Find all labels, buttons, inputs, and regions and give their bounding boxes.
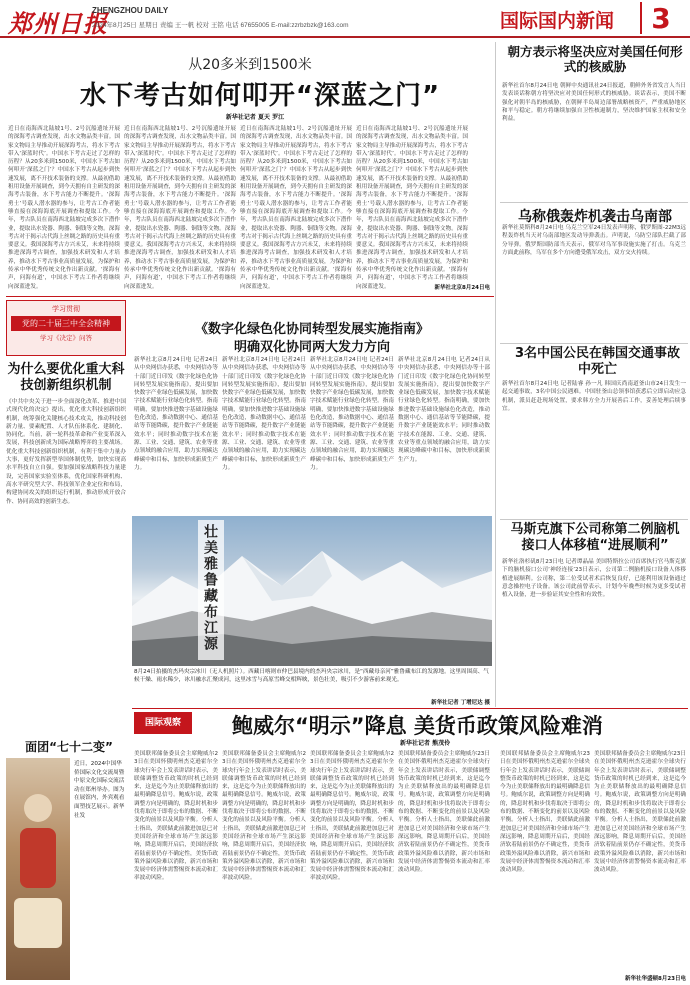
newspaper-logo: 郑州日报	[8, 9, 108, 38]
photo-credit: 新华社记者 丁增尼达 摄	[431, 700, 490, 706]
mian-title: 面团“七十二变”	[25, 740, 113, 754]
glacier-photo-art	[132, 516, 492, 666]
powell-title: 鲍威尔“明示”降息 美货币政策风险难消	[232, 714, 603, 738]
digital-text-col4: 新华社北京8月24日电 记者24日从中央网信办获悉，中央网信办等十部门近日印发《数字化绿色化协同转型发展实施指南》，提出要加快数字产业绿色低碳发展，加快数字技术赋能行业绿色化转型。指南明确，要加快推进数字基础设施绿色化改造，推动数据中心、通信基站等节能降碳，提升数字产业链能效水平；同时推动数字技术在能源、工业、交通、建筑、农业等重点领域的融合应用，助力实现碳达峰碳中和目标，加快形成新质生产力。	[398, 357, 490, 463]
page-number: 3	[640, 2, 680, 34]
powell-text-col5: 美国联邦储备委员会主席鲍威尔23日在美国怀俄明州杰克逊霍尔全球央行年会上发表讲话时表示，美联储调整货币政策的时机已经到来，这是迄今为止美联储释放出的最明确降息信号。鲍威尔说，政策调整方向是明确的，降息时机和步伐将取决于即将公布的数据、不断变化的前景以及风险平衡。分析人士指出，美联储此前激进加息已对美国经济和全球市场产生深远影响，降息周期开启后，美国经济软着陆前景仍存不确定性，美货币政策外溢风险难以消除，新兴市场和发展中经济体需警惕资本流动和汇率波动风险。	[500, 751, 590, 874]
study-badge-bottom: 学习《决定》问答	[40, 334, 92, 342]
dough-photo-art	[6, 758, 70, 980]
powell-text-col2: 美国联邦储备委员会主席鲍威尔23日在美国怀俄明州杰克逊霍尔全球央行年会上发表讲话时表示，美联储调整货币政策的时机已经到来，这是迄今为止美联储释放出的最明确降息信号。鲍威尔说，政策调整方向是明确的，降息时机和步伐将取决于即将公布的数据、不断变化的前景以及风险平衡。分析人士指出，美联储此前激进加息已对美国经济和全球市场产生深远影响，降息周期开启后，美国经济软着陆前景仍存不确定性，美货币政策外溢风险难以消除，新兴市场和发展中经济体需警惕资本流动和汇率波动风险。	[222, 751, 306, 882]
study-text: 《中共中央关于进一步全面深化改革、推进中国式现代化的决定》提出，优化重大科技创新组织机制，统筹强化关键核心技术攻关，推动科技创新力量、要素配置、人才队伍体系化、建制化、协同化。当前，新一轮科技革命和产业变革深入发展，科技创新成为国际战略博弈的主要战场。优化重大科技创新组织机制，有利于集中力量办大事，更好发挥新型举国体制优势，加快实现高水平科技自立自强。要加强国家战略科技力量建设，完善国家实验室体系，优化国家科研机构、高水平研究型大学、科技领军企业定位和布局，构建协同攻关的组织运行机制，推动形成开放合作、协同高效的创新生态。	[6, 399, 126, 505]
lead-text-col3: 近日在南海西北陆坡1号、2号沉船遗址开展的深海考古调查发现，出水文物品类丰富。国家文物局主导推动开展深海考古，将水下考古带入‘深蓝时代’。中国水下考古走过了怎样的历程？从20多米到1500米，中国水下考古如何叩开‘深蓝之门’？中国水下考古从起步到快速发展，离不开技术装备的支撑。从最初借助租用设备开展调查，到今天拥有自主研发的深海考古装备，水下考古能力不断提升。‘深海勇士’号载人潜水器的参与，让考古工作者能够直接在深海海底开展调查和提取工作。今年，考古队员在南海西北陆坡完成多次下潜作业，提取出水瓷器、陶器、铜钱等文物。深海考古对于揭示古代海上丝绸之路的历史具有重要意义。我国深海考古方兴未艾，未来将持续推进深海考古调查，加强技术研发和人才培养，推动水下考古事业高质量发展，为保护和传承中华优秀传统文化作出新贡献。‘探海有声，问海有道’，中国水下考古工作者将继续向深蓝进发。	[240, 126, 352, 290]
lead-byline: 新华社记者 夏天 罗江	[225, 114, 285, 121]
section-divider	[500, 519, 688, 520]
powell-text-col1: 美国联邦储备委员会主席鲍威尔23日在美国怀俄明州杰克逊霍尔全球央行年会上发表讲话时表示，美联储调整货币政策的时机已经到来，这是迄今为止美联储释放出的最明确降息信号。鲍威尔说，政策调整方向是明确的，降息时机和步伐将取决于即将公布的数据、不断变化的前景以及风险平衡。分析人士指出，美联储此前激进加息已对美国经济和全球市场产生深远影响，降息周期开启后，美国经济软着陆前景仍存不确定性，美货币政策外溢风险难以消除，新兴市场和发展中经济体需警惕资本流动和汇率波动风险。	[134, 751, 218, 882]
powell-badge: 国际观察	[134, 712, 192, 734]
newspaper-english-name: ZHENGZHOU DAILY	[92, 6, 169, 15]
news2-title: 乌称俄轰炸机袭击乌南部	[518, 209, 672, 225]
powell-text-col3: 美国联邦储备委员会主席鲍威尔23日在美国怀俄明州杰克逊霍尔全球央行年会上发表讲话时表示，美联储调整货币政策的时机已经到来，这是迄今为止美联储释放出的最明确降息信号。鲍威尔说，政策调整方向是明确的，降息时机和步伐将取决于即将公布的数据、不断变化的前景以及风险平衡。分析人士指出，美联储此前激进加息已对美国经济和全球市场产生深远影响，降息周期开启后，美国经济软着陆前景仍存不确定性，美货币政策外溢风险难以消除，新兴市场和发展中经济体需警惕资本流动和汇率波动风险。	[310, 751, 394, 882]
mian-caption: 近日，2024中国华侨国际文化交流周暨中原文化国际交流活动在郑州举办。图为在展馆内，外宾观看面塑技艺展示。新华社发	[74, 761, 125, 819]
column-divider	[495, 42, 496, 707]
glacier-photo	[132, 516, 492, 666]
lead-text-col4: 近日在南海西北陆坡1号、2号沉船遗址开展的深海考古调查发现，出水文物品类丰富。国家文物局主导推动开展深海考古，将水下考古带入‘深蓝时代’。中国水下考古走过了怎样的历程？从20多米到1500米，中国水下考古如何叩开‘深蓝之门’？中国水下考古从起步到快速发展，离不开技术装备的支撑。从最初借助租用设备开展调查，到今天拥有自主研发的深海考古装备，水下考古能力不断提升。‘深海勇士’号载人潜水器的参与，让考古工作者能够直接在深海海底开展调查和提取工作。今年，考古队员在南海西北陆坡完成多次下潜作业，提取出水瓷器、陶器、铜钱等文物。深海考古对于揭示古代海上丝绸之路的历史具有重要意义。我国深海考古方兴未艾，未来将持续推进深海考古调查，加强技术研发和人才培养，推动水下考古事业高质量发展，为保护和传承中华优秀传统文化作出新贡献。‘探海有声，问海有道’，中国水下考古工作者将继续向深蓝进发。	[356, 126, 468, 290]
digital-text-col3: 新华社北京8月24日电 记者24日从中央网信办获悉，中央网信办等十部门近日印发《数字化绿色化协同转型发展实施指南》，提出要加快数字产业绿色低碳发展，加快数字技术赋能行业绿色化转型。指南明确，要加快推进数字基础设施绿色化改造，推动数据中心、通信基站等节能降碳，提升数字产业链能效水平；同时推动数字技术在能源、工业、交通、建筑、农业等重点领域的融合应用，助力实现碳达峰碳中和目标，加快形成新质生产力。	[310, 357, 394, 471]
powell-text-col6: 美国联邦储备委员会主席鲍威尔23日在美国怀俄明州杰克逊霍尔全球央行年会上发表讲话时表示，美联储调整货币政策的时机已经到来，这是迄今为止美联储释放出的最明确降息信号。鲍威尔说，政策调整方向是明确的，降息时机和步伐将取决于即将公布的数据、不断变化的前景以及风险平衡。分析人士指出，美联储此前激进加息已对美国经济和全球市场产生深远影响，降息周期开启后，美国经济软着陆前景仍存不确定性，美货币政策外溢风险难以消除，新兴市场和发展中经济体需警惕资本流动和汇率波动风险。	[594, 751, 686, 874]
news4-title: 马斯克旗下公司称第二例脑机接口人体移植“进展顺利”	[510, 522, 680, 553]
section-name: 国际国内新闻	[500, 10, 615, 32]
study-badge-main: 党的二十届三中全会精神	[11, 316, 121, 331]
news3-title: 3名中国公民在韩国交通事故中死亡	[514, 346, 681, 377]
powell-text-col4: 美国联邦储备委员会主席鲍威尔23日在美国怀俄明州杰克逊霍尔全球央行年会上发表讲话时表示，美联储调整货币政策的时机已经到来，这是迄今为止美联储释放出的最明确降息信号。鲍威尔说，政策调整方向是明确的，降息时机和步伐将取决于即将公布的数据、不断变化的前景以及风险平衡。分析人士指出，美联储此前激进加息已对美国经济和全球市场产生深远影响，降息周期开启后，美国经济软着陆前景仍存不确定性，美货币政策外溢风险难以消除，新兴市场和发展中经济体需警惕资本流动和汇率波动风险。	[398, 751, 490, 874]
dough-photo	[6, 758, 70, 980]
news1-text: 新华社首尔8月24日电 朝鲜中央通讯社24日报道，朝鲜外务省发言人当日发表谈话称朝方将坚决应对美国任何形式的核威胁。谈话表示，美国不断强化对朝半岛的核威胁，在朝鲜半岛周边部署战略核资产，严重威胁地区和平与稳定。朝方将继续加强自卫性核遏制力，坚决维护国家主权和安全利益。	[502, 83, 686, 123]
photo-caption: 8月24日拍摄的杰玛央宗冰川（无人机照片）。西藏日喀则市仲巴县境内的杰玛央宗冰川，是“西藏母亲河”雅鲁藏布江的发源地。这里周围高、气候干燥、雨水稀少，冰川融水汇聚成河，这里冰雪与高原雪峰交相辉映，景色壮美，吸引不少游客前来观光。	[134, 669, 489, 683]
section-divider	[132, 708, 688, 709]
digital-title-line2: 明确双化协同两大发力方向	[233, 340, 390, 355]
section-divider	[500, 202, 688, 203]
news1-title: 朝方表示将坚决应对美国任何形式的核威胁	[507, 44, 683, 74]
lead-text-col1: 近日在南海西北陆坡1号、2号沉船遗址开展的深海考古调查发现，出水文物品类丰富。国家文物局主导推动开展深海考古，将水下考古带入‘深蓝时代’。中国水下考古走过了怎样的历程？从20多米到1500米，中国水下考古如何叩开‘深蓝之门’？中国水下考古从起步到快速发展，离不开技术装备的支撑。从最初借助租用设备开展调查，到今天拥有自主研发的深海考古装备，水下考古能力不断提升。‘深海勇士’号载人潜水器的参与，让考古工作者能够直接在深海海底开展调查和提取工作。今年，考古队员在南海西北陆坡完成多次下潜作业，提取出水瓷器、陶器、铜钱等文物。深海考古对于揭示古代海上丝绸之路的历史具有重要意义。我国深海考古方兴未艾，未来将持续推进深海考古调查，加强技术研发和人才培养，推动水下考古事业高质量发展，为保护和传承中华优秀传统文化作出新贡献。‘探海有声，问海有道’，中国水下考古工作者将继续向深蓝进发。	[8, 126, 120, 290]
lead-title: 水下考古如何叩开“深蓝之门”	[79, 81, 441, 111]
lead-footer-byline: 新华社北京8月24日电	[434, 285, 490, 291]
study-badge	[6, 300, 126, 356]
digital-text-col1: 新华社北京8月24日电 记者24日从中央网信办获悉，中央网信办等十部门近日印发《数字化绿色化协同转型发展实施指南》，提出要加快数字产业绿色低碳发展，加快数字技术赋能行业绿色化转型。指南明确，要加快推进数字基础设施绿色化改造，推动数据中心、通信基站等节能降碳，提升数字产业链能效水平；同时推动数字技术在能源、工业、交通、建筑、农业等重点领域的融合应用，助力实现碳达峰碳中和目标，加快形成新质生产力。	[134, 357, 218, 471]
date-line: 2024年8月25日 星期日 责编 王一帆 校对 王铭 电话 67655005 E-mail:zzrbzbzk@163.com	[92, 22, 349, 29]
news4-text: 新华社洛杉矶8月23日电 记者谭晶晶 美国特斯拉公司首席执行官马斯克旗下的脑机接口公司‘神经连接’23日表示，公司第二例脑机接口设备人体移植进展顺利。公司称，第二位受试者术后恢复良好，已能利用该设备通过意念操控电子设备。该公司此前曾表示，计划今年晚些时候为更多受试者植入设备，进一步验证其安全性和有效性。	[502, 559, 686, 599]
news3-text: 新华社首尔8月24日电 记者陆睿 孙一凡 韩国庆尚南道釜山市24日发生一起交通事故，3名中国公民遇难。中国驻釜山总领事馆获悉后立即启动应急机制，派员赶赴现场处置，要求韩方全力开展善后工作，妥善处理后续事宜。	[502, 381, 686, 412]
digital-text-col2: 新华社北京8月24日电 记者24日从中央网信办获悉，中央网信办等十部门近日印发《数字化绿色化协同转型发展实施指南》，提出要加快数字产业绿色低碳发展，加快数字技术赋能行业绿色化转型。指南明确，要加快推进数字基础设施绿色化改造，推动数据中心、通信基站等节能降碳，提升数字产业链能效水平；同时推动数字技术在能源、工业、交通、建筑、农业等重点领域的融合应用，助力实现碳达峰碳中和目标，加快形成新质生产力。	[222, 357, 306, 471]
lead-text-col2: 近日在南海西北陆坡1号、2号沉船遗址开展的深海考古调查发现，出水文物品类丰富。国家文物局主导推动开展深海考古，将水下考古带入‘深蓝时代’。中国水下考古走过了怎样的历程？从20多米到1500米，中国水下考古如何叩开‘深蓝之门’？中国水下考古从起步到快速发展，离不开技术装备的支撑。从最初借助租用设备开展调查，到今天拥有自主研发的深海考古装备，水下考古能力不断提升。‘深海勇士’号载人潜水器的参与，让考古工作者能够直接在深海海底开展调查和提取工作。今年，考古队员在南海西北陆坡完成多次下潜作业，提取出水瓷器、陶器、铜钱等文物。深海考古对于揭示古代海上丝绸之路的历史具有重要意义。我国深海考古方兴未艾，未来将持续推进深海考古调查，加强技术研发和人才培养，推动水下考古事业高质量发展，为保护和传承中华优秀传统文化作出新贡献。‘探海有声，问海有道’，中国水下考古工作者将继续向深蓝进发。	[124, 126, 236, 290]
section-divider	[6, 296, 494, 297]
section-divider	[500, 343, 688, 344]
digital-title-line1: 《数字化绿色化协同转型发展实施指南》	[194, 322, 429, 337]
study-badge-top: 学习贯彻	[52, 305, 80, 313]
news2-text: 新华社莫斯科8月24日电 乌克兰空军24日发表声明称，俄罗斯图-22M3远程轰炸机当天对乌南部地区发动导弹袭击。声明说，乌防空部队拦截了部分导弹。俄罗斯国防部当天表示，俄军对乌军事设施实施了打击。乌克兰方面此前称，乌军在多个方向遭受俄军攻击，双方交火持续。	[502, 225, 686, 256]
lead-kicker: 从20多米到1500米	[188, 57, 312, 73]
powell-footer: 新华社华盛顿8月23日电	[625, 976, 686, 982]
powell-byline: 新华社记者 熊茂伶	[400, 740, 451, 747]
photo-vertical-title: 壮美雅鲁藏布江源	[202, 524, 218, 652]
study-title: 为什么要优化重大科技创新组织机制	[7, 362, 125, 393]
